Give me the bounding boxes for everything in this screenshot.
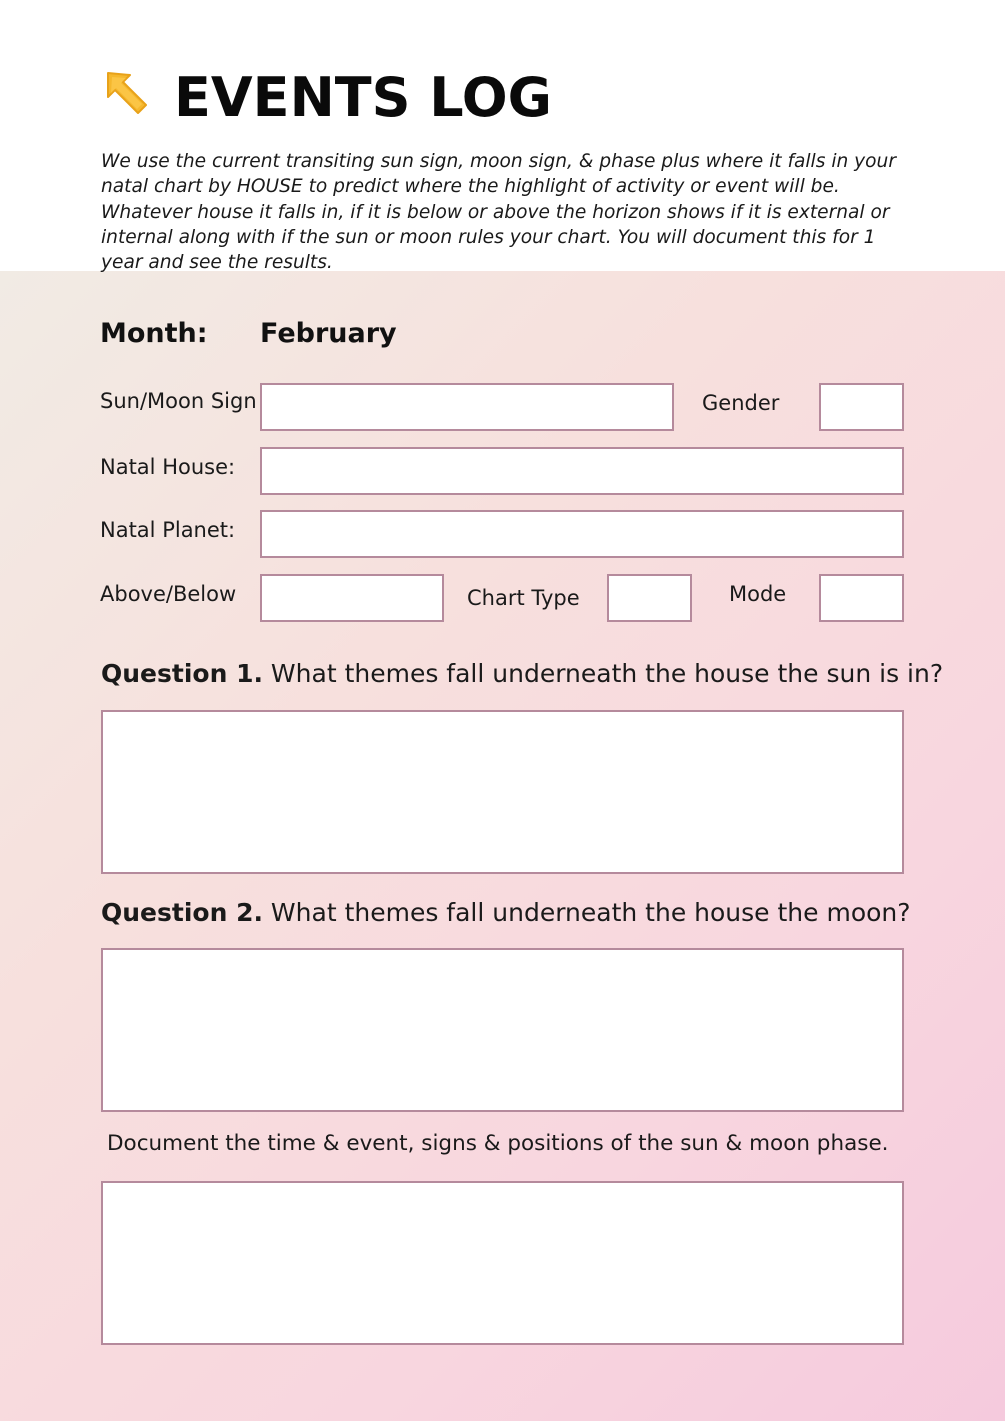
intro-paragraph: We use the current transiting sun sign, moon sign, & phase plus where it falls in your natal chart by HOUSE to predict where the highlight of activity or event will be. Whatever house it falls in, if it is below or above the horizon shows if it is external or internal along with if the sun or moon rules your chart. You will document this for 1 year and see the results. (101, 151, 896, 274)
question-1-number: Question 1. (101, 659, 263, 688)
page-header (100, 62, 552, 132)
above-below-label: Above/Below (100, 582, 237, 606)
natal-planet-field[interactable] (260, 510, 904, 558)
question-2-answer-box[interactable] (101, 948, 904, 1112)
arrow-up-left-icon (100, 67, 152, 119)
sun-moon-sign-label: Sun/Moon Sign (100, 389, 257, 413)
question-1-text: What themes fall underneath the house the sun is in? (262, 659, 944, 688)
natal-house-field[interactable] (260, 447, 904, 495)
month-label: Month: (100, 318, 208, 349)
question-1-answer-box[interactable] (101, 710, 904, 874)
sun-moon-sign-field[interactable] (260, 383, 674, 431)
mode-label: Mode (729, 582, 787, 606)
mode-field[interactable] (819, 574, 904, 622)
question-1 (101, 659, 943, 688)
chart-type-field[interactable] (607, 574, 692, 622)
month-value: February (260, 318, 397, 349)
question-2-number: Question 2. (101, 898, 263, 927)
question-2-text: What themes fall underneath the house the moon? (262, 898, 911, 927)
document-instruction: Document the time & event, signs & positions of the sun & moon phase. (107, 1131, 889, 1156)
natal-planet-label: Natal Planet: (100, 518, 236, 542)
document-answer-box[interactable] (101, 1181, 904, 1345)
above-below-field[interactable] (260, 574, 444, 622)
question-2 (101, 898, 911, 927)
gender-field[interactable] (819, 383, 904, 431)
chart-type-label: Chart Type (467, 586, 580, 610)
page-title: EVENTS LOG (174, 65, 552, 129)
gender-label: Gender (702, 391, 780, 415)
natal-house-label: Natal House: (100, 455, 236, 479)
